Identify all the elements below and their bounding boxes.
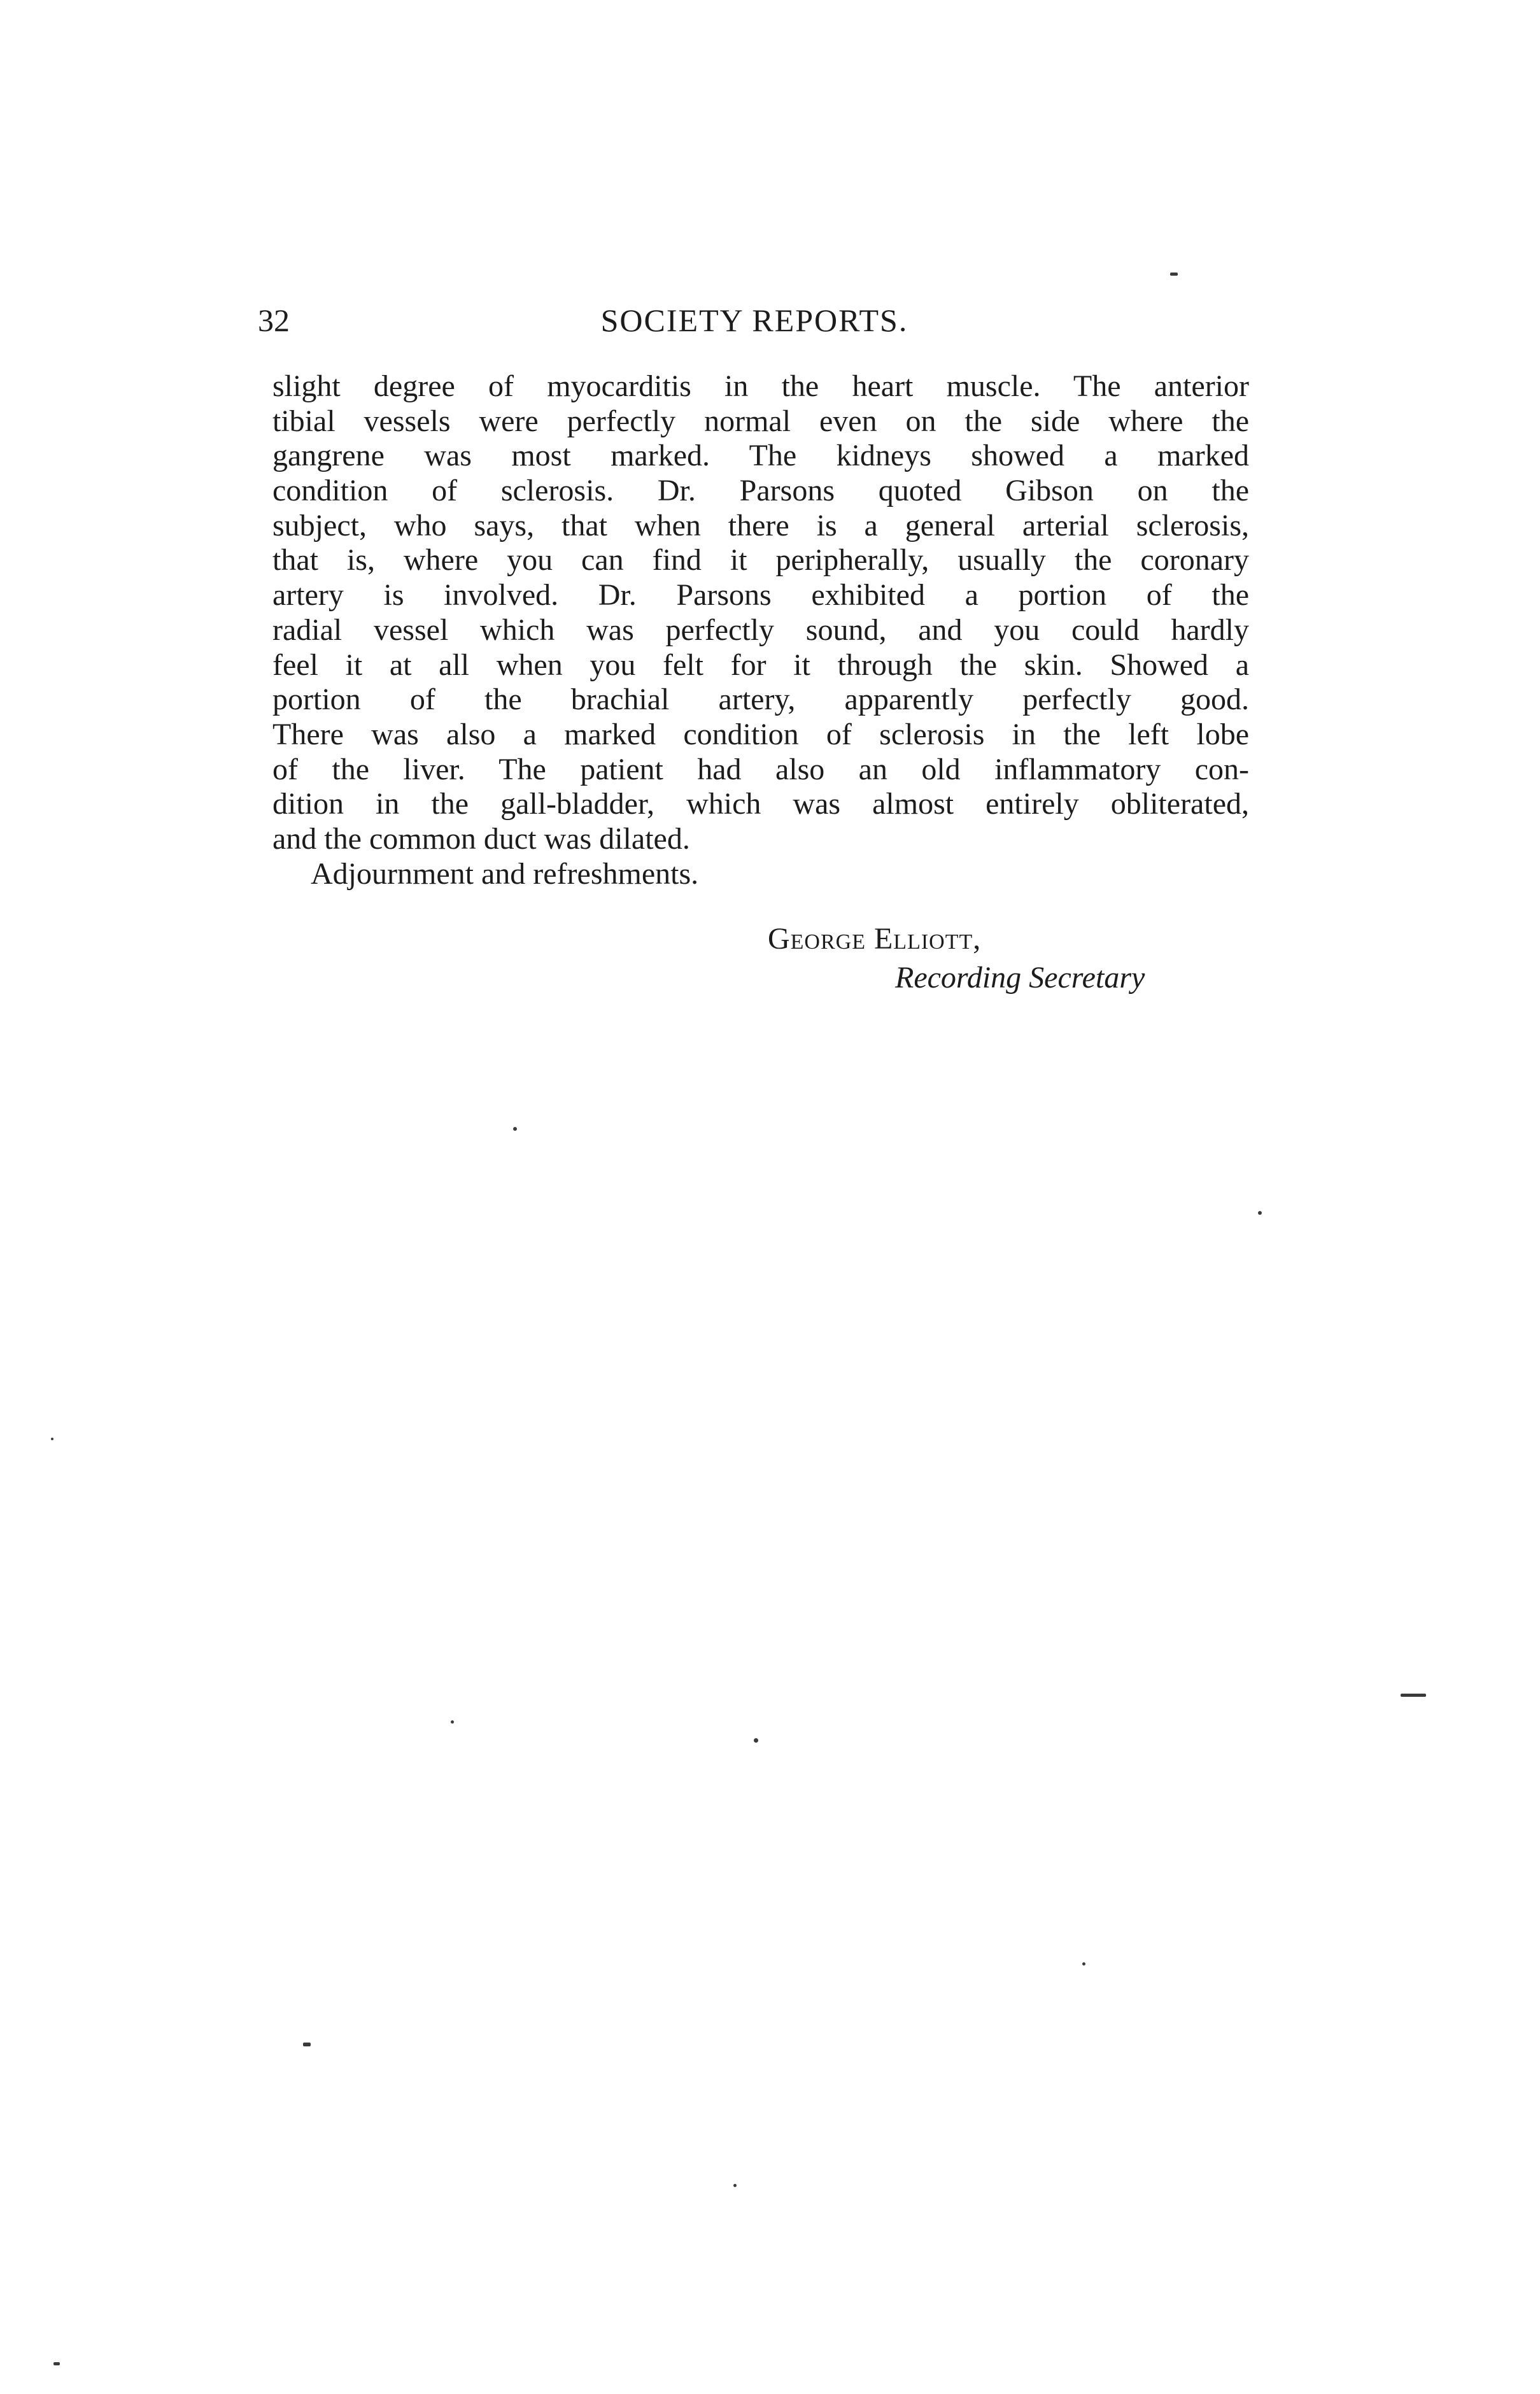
- report-body: [272, 369, 1249, 891]
- page-number: 32: [258, 302, 290, 338]
- running-head: SOCIETY REPORTS.: [600, 302, 908, 338]
- text-line: that is, where you can find it peripherally, usually the coronary: [272, 543, 1249, 577]
- text-line: condition of sclerosis. Dr. Parsons quoted Gibson on the: [272, 474, 1249, 508]
- scan-speck: [1082, 1962, 1085, 1965]
- scan-speck: [754, 1738, 758, 1743]
- text-line: subject, who says, that when there is a general arterial sclerosis,: [272, 508, 1249, 542]
- scan-speck: [1170, 273, 1178, 276]
- text-line: of the liver. The patient had also an old inflammatory con-: [272, 752, 1249, 786]
- text-line: feel it at all when you felt for it through the skin. Showed a: [272, 648, 1249, 682]
- scan-speck: [1258, 1211, 1262, 1215]
- scan-speck: [51, 1438, 53, 1440]
- text-line: radial vessel which was perfectly sound, and you could hardly: [272, 613, 1249, 647]
- scan-speck: [1401, 1694, 1426, 1697]
- scan-speck: [53, 2362, 60, 2365]
- text-line: tibial vessels were perfectly normal even on the side where the: [272, 404, 1249, 438]
- signatory-title: Recording Secretary: [895, 961, 1145, 995]
- page-header: [258, 298, 1251, 343]
- signature-block: [768, 920, 1213, 998]
- closing-line: Adjournment and refreshments.: [311, 856, 699, 891]
- scan-speck: [513, 1127, 517, 1131]
- text-line: artery is involved. Dr. Parsons exhibited a portion of the: [272, 578, 1249, 613]
- scan-speck: [451, 1720, 454, 1724]
- text-line: gangrene was most marked. The kidneys showed a marked: [272, 439, 1249, 473]
- text-line: There was also a marked condition of sclerosis in the left lobe: [272, 717, 1249, 751]
- text-line: slight degree of myocarditis in the heart muscle. The anterior: [272, 369, 1249, 403]
- scan-speck: [303, 2043, 311, 2046]
- scan-speck: [733, 2184, 737, 2187]
- text-line: and the common duct was dilated.: [272, 821, 690, 856]
- text-line: portion of the brachial artery, apparently perfectly good.: [272, 683, 1249, 717]
- text-line: dition in the gall-bladder, which was almost entirely obliterated,: [272, 787, 1249, 821]
- signatory-name: George Elliott,: [768, 922, 982, 956]
